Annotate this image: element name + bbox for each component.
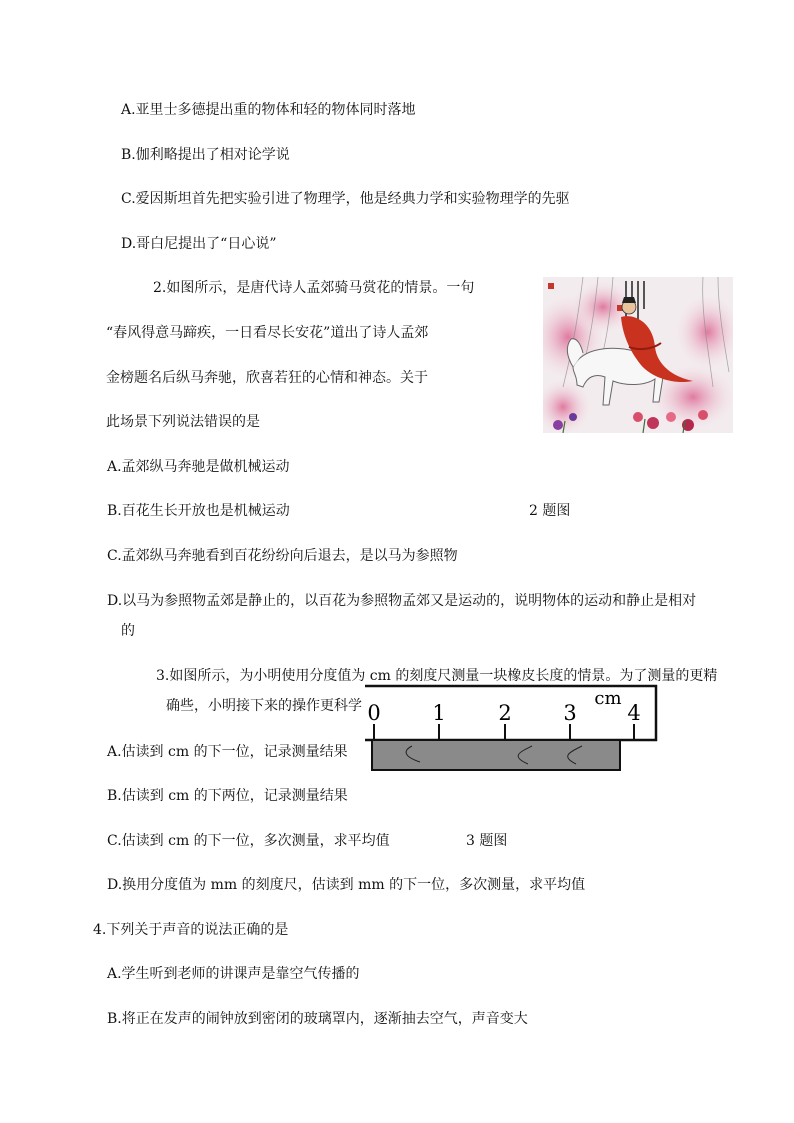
painting-illustration <box>543 277 733 433</box>
q4-option-a: A.学生听到老师的讲课声是靠空气传播的 <box>107 966 360 982</box>
eraser <box>372 740 620 770</box>
ruler-figure <box>362 684 658 774</box>
q1-option-c: C.爱因斯坦首先把实验引进了物理学，他是经典力学和实验物理学的先驱 <box>121 191 570 207</box>
ruler-label-3: 3 <box>563 701 577 725</box>
ruler-label-0: 0 <box>367 701 381 725</box>
q3-stem-line2: 确些，小明接下来的操作更科学 <box>166 698 362 714</box>
ruler-unit-label: cm <box>594 688 622 709</box>
q2-option-b: B.百花生长开放也是机械运动 <box>107 503 290 519</box>
ruler-label-2: 2 <box>498 701 512 725</box>
ruler-label-4: 4 <box>627 701 641 725</box>
q2-stem-line1: 2.如图所示，是唐代诗人孟郊骑马赏花的情景。一句 <box>153 280 475 296</box>
poet-horse-painting <box>543 277 733 433</box>
fig2-caption: 2 题图 <box>529 503 571 519</box>
q1-option-d: D.哥白尼提出了“日心说” <box>121 236 277 252</box>
q1-option-b: B.伽利略提出了相对论学说 <box>121 147 290 163</box>
q2-stem-line2: “春风得意马蹄疾，一日看尽长安花”道出了诗人孟郊 <box>106 325 429 341</box>
q2-stem-line4: 此场景下列说法错误的是 <box>106 414 260 430</box>
q1-option-a: A.亚里士多德提出重的物体和轻的物体同时落地 <box>121 102 416 118</box>
q3-option-b: B.估读到 cm 的下两位，记录测量结果 <box>107 788 348 804</box>
q4-option-b: B.将正在发声的闹钟放到密闭的玻璃罩内，逐渐抽去空气，声音变大 <box>107 1011 528 1027</box>
q3-option-d: D.换用分度值为 mm 的刻度尺，估读到 mm 的下一位，多次测量，求平均值 <box>107 877 586 893</box>
q2-stem-line3: 金榜题名后纵马奔驰，欣喜若狂的心情和神态。关于 <box>106 370 428 386</box>
q2-option-d-cont: 的 <box>121 623 135 639</box>
q2-option-c: C.孟郊纵马奔驰看到百花纷纷向后退去，是以马为参照物 <box>107 548 458 564</box>
ruler-label-1: 1 <box>432 701 446 725</box>
q2-option-a: A.孟郊纵马奔驰是做机械运动 <box>107 459 290 475</box>
q3-stem-line1: 3.如图所示，为小明使用分度值为 cm 的刻度尺测量一块橡皮长度的情景。为了测量的更精 <box>156 668 718 684</box>
q4-stem: 4.下列关于声音的说法正确的是 <box>93 922 289 938</box>
q3-option-c: C.估读到 cm 的下一位，多次测量，求平均值 <box>107 833 390 849</box>
q2-option-d: D.以马为参照物孟郊是静止的，以百花为参照物孟郊又是运动的，说明物体的运动和静止是相对 <box>107 593 697 609</box>
q3-option-a: A.估读到 cm 的下一位，记录测量结果 <box>107 744 348 760</box>
fig3-caption: 3 题图 <box>466 833 508 849</box>
